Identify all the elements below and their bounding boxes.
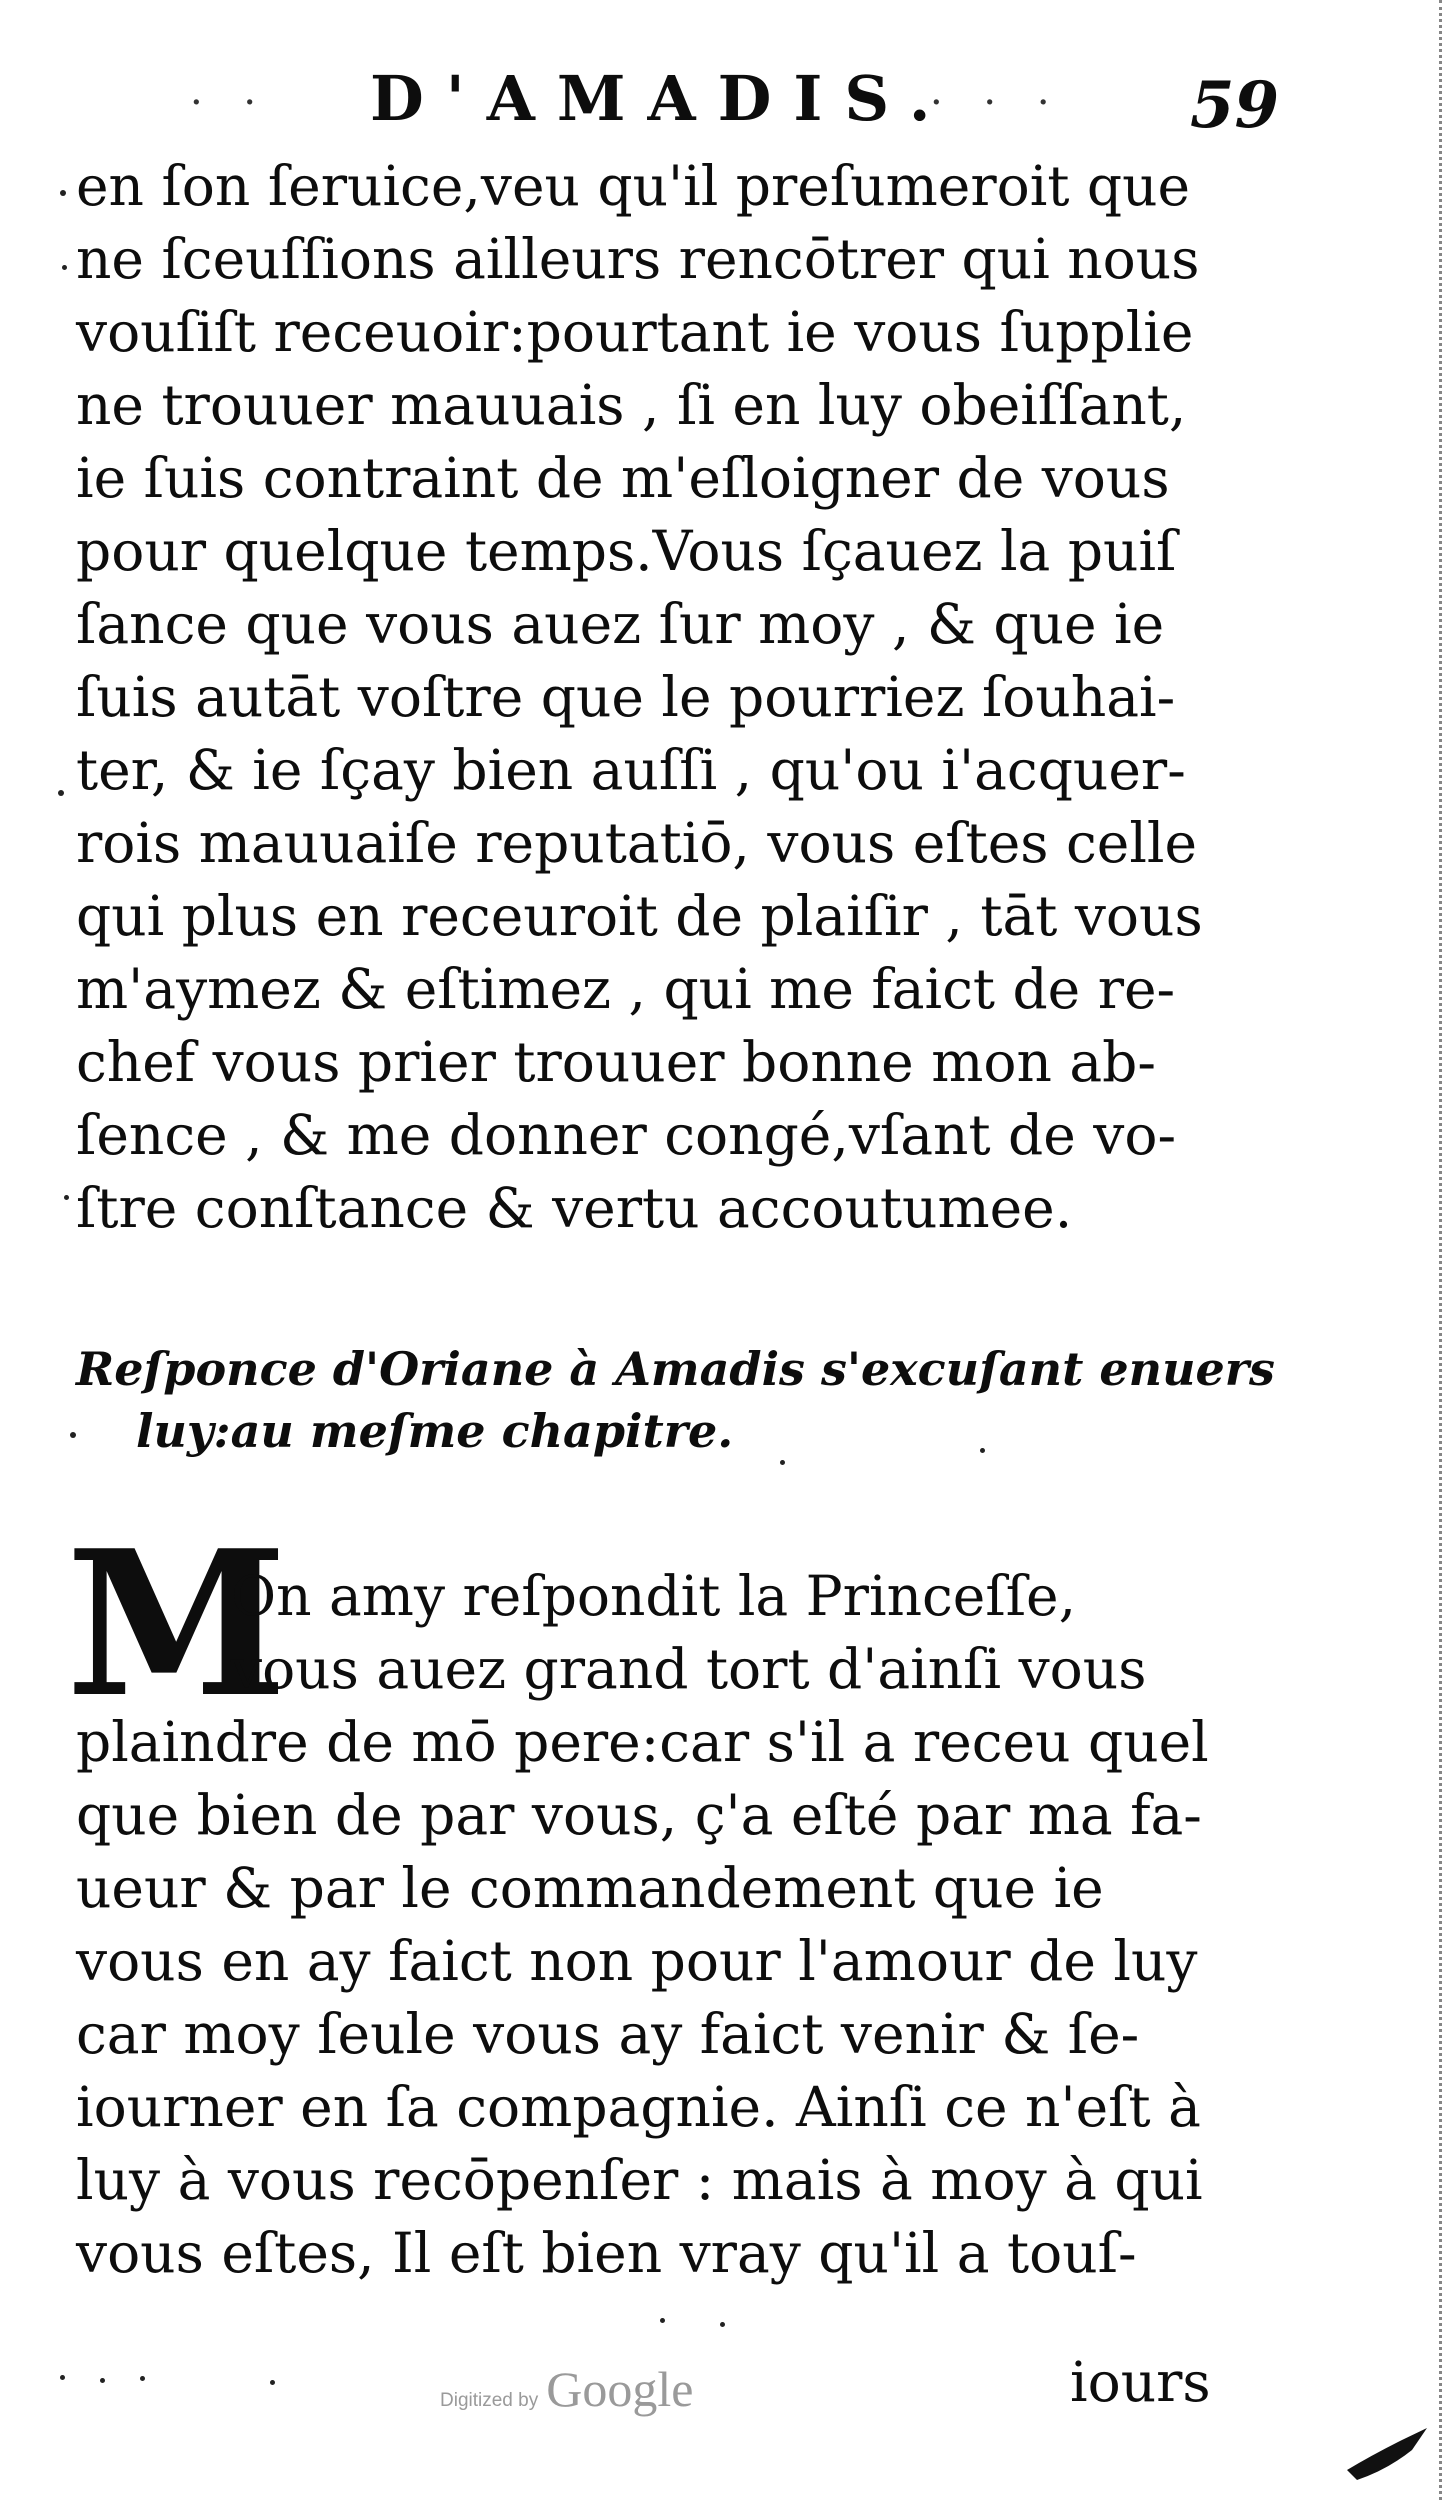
text-line: ter, & ie ſçay bien auſſi , qu'ou i'acquer- <box>76 738 1186 802</box>
scan-speck <box>140 2376 145 2381</box>
text-line: ueur & par le commandement que ie <box>76 1856 1104 1920</box>
watermark-brand: Google <box>546 2361 694 2417</box>
corner-quill-mark <box>1342 2420 1432 2490</box>
text-line: luy à vous recōpenſer : mais à moy à qui <box>76 2148 1203 2212</box>
scan-speck <box>62 265 67 270</box>
text-line: qui plus en receuroit de plaiſir , tāt vous <box>76 884 1203 948</box>
scan-speck <box>270 2380 275 2385</box>
text-line: ſtre conſtance & vertu accoutumee. <box>76 1176 1073 1240</box>
drop-cap: M <box>66 1507 288 1742</box>
page-edge-shadow <box>1439 0 1452 2500</box>
text-line: ſance que vous auez ſur moy , & que ie <box>76 592 1165 656</box>
scan-speck <box>720 2322 725 2327</box>
text-line: ſence , & me donner congé,vſant de vo- <box>76 1103 1177 1167</box>
paragraph-1 <box>76 150 1276 1245</box>
scan-speck <box>980 1448 985 1453</box>
text-line: plaindre de mō pere:car s'il a receu quel <box>76 1710 1209 1774</box>
scan-speck <box>60 190 66 196</box>
scan-speck <box>70 1432 76 1438</box>
scan-speck <box>58 790 64 796</box>
text-line: que bien de par vous, ç'a eſté par ma fa- <box>76 1783 1202 1847</box>
text-line: vouſiſt receuoir:pourtant ie vous ſupplie <box>76 300 1194 364</box>
text-line: m'aymez & eſtimez , qui me faict de re- <box>76 957 1176 1021</box>
text-line: iourner en ſa compagnie. Ainſi ce n'eſt à <box>76 2075 1201 2139</box>
text-line: On amy reſpondit la Princeſſe, <box>231 1564 1077 1628</box>
scan-speck <box>780 1460 785 1465</box>
running-title: D'AMADIS. <box>370 62 953 135</box>
text-line: vous en ay faict non pour l'amour de luy <box>76 1929 1198 1993</box>
heading-line: luy:au meſme chapitre. <box>136 1404 734 1458</box>
paragraph-2 <box>76 1560 1276 2290</box>
scan-speck <box>64 1195 69 1200</box>
text-line: ſuis autāt voſtre que le pourriez ſouhai- <box>76 665 1176 729</box>
scan-speck <box>660 2318 665 2323</box>
text-line: ne trouuer mauuais , ſi en luy obeiſſant, <box>76 373 1187 437</box>
watermark-prefix: Digitized by <box>440 2390 539 2411</box>
text-line: rois mauuaiſe reputatiō, vous eſtes celle <box>76 811 1198 875</box>
catchword: iours <box>1070 2350 1211 2414</box>
text-line: en ſon ſeruice,veu qu'il preſumeroit que <box>76 154 1191 218</box>
scan-speck <box>100 2378 105 2383</box>
text-line: chef vous prier trouuer bonne mon ab- <box>76 1030 1156 1094</box>
heading-line: Reſponce d'Oriane à Amadis s'excuſant enuers <box>76 1342 1275 1396</box>
page-number: 59 <box>1190 68 1280 143</box>
text-line: vous eſtes, Il eſt bien vray qu'il a touſ- <box>76 2221 1137 2285</box>
text-line: pour quelque temps.Vous ſçauez la puiſ <box>76 519 1177 583</box>
header-ornament-dots-left: · · <box>190 80 271 126</box>
text-line: ne ſceuſſions ailleurs rencōtrer qui nous <box>76 227 1200 291</box>
header-ornament-dots-right: · · · <box>930 80 1064 126</box>
scan-speck <box>60 2375 65 2380</box>
text-line: ie ſuis contraint de m'eſloigner de vous <box>76 446 1170 510</box>
text-line: vous auez grand tort d'ainſi vous <box>231 1637 1147 1701</box>
section-heading <box>76 1338 1276 1462</box>
digitization-watermark <box>440 2360 693 2418</box>
text-line: car moy ſeule vous ay faict venir & ſe- <box>76 2002 1140 2066</box>
